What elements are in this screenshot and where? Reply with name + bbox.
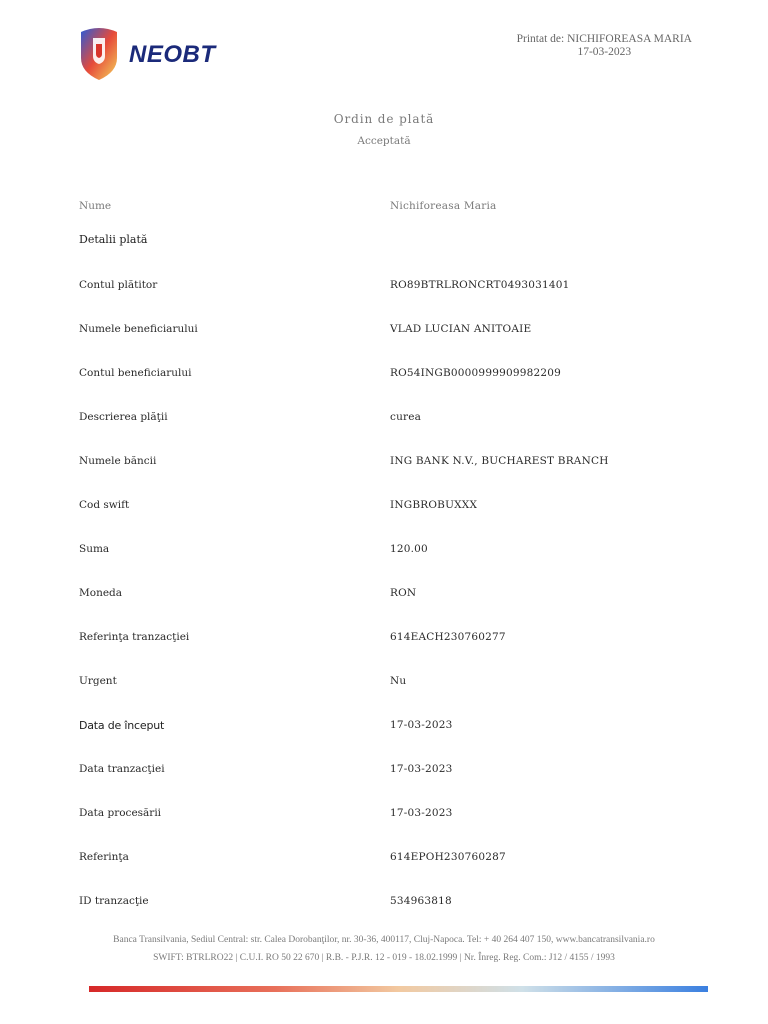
logo-wordmark: NEOBT [129,41,216,68]
row-value: RON [390,587,417,599]
row-label: Moneda [79,587,123,599]
printed-by-date: 17-03-2023 [577,46,632,58]
row-label: Suma [79,543,110,555]
row-value: 17-03-2023 [390,763,453,775]
row-value: curea [390,411,422,423]
row-transaction-reference [79,631,709,675]
row-label: Descrierea plăţii [79,411,168,423]
row-value: 614EPOH230760287 [390,851,506,863]
row-value: RO89BTRLRONCRT0493031401 [390,279,570,291]
row-urgent [79,675,709,719]
row-label: Nume [79,200,112,212]
row-value: 17-03-2023 [390,719,453,731]
printed-by-name: Printat de: NICHIFOREASA MARIA [516,33,692,45]
section-heading: Detalii plată [79,233,148,246]
row-value: INGBROBUXXX [390,499,478,511]
row-label: Data procesării [79,807,162,819]
payment-details [79,200,709,939]
neobt-logo [79,26,239,82]
row-label: Urgent [79,675,117,687]
row-transaction-date [79,763,709,807]
row-value: RO54INGB0000999909982209 [390,367,562,379]
row-beneficiary-name [79,323,709,367]
brand-color-stripe [89,986,708,992]
row-value: VLAD LUCIAN ANITOAIE [390,323,532,335]
row-currency [79,587,709,631]
row-beneficiary-account [79,367,709,411]
row-reference [79,851,709,895]
row-value: 614EACH230760277 [390,631,506,643]
row-value: ING BANK N.V., BUCHAREST BRANCH [390,455,609,467]
row-label: Data de început [79,719,165,732]
row-processing-date [79,807,709,851]
row-label: Referinţa tranzacţiei [79,631,190,643]
row-payer-account [79,279,709,323]
row-label: Cod swift [79,499,130,511]
document-title: Ordin de plată [333,112,435,126]
row-swift-code [79,499,709,543]
row-value: 120.00 [390,543,428,555]
row-label: Numele beneficiarului [79,323,198,335]
row-label: Data tranzacţiei [79,763,165,775]
row-label: Numele băncii [79,455,157,467]
section-payment-details [79,233,709,279]
row-bank-name [79,455,709,499]
footer-address: Banca Transilvania, Sediul Central: str. Calea Dorobanţilor, nr. 30-36, 400117, Cluj-Napoca. Tel: + 40 264 407 150, www.bancatransilvania.ro [113,935,655,945]
footer-registration: SWIFT: BTRLRO22 | C.U.I. RO 50 22 670 | R.B. - P.J.R. 12 - 019 - 18.02.1999 | Nr. Înreg. Reg. Com.: J12 / 4155 / 1993 [153,953,615,963]
row-transaction-id [79,895,709,939]
printed-by [517,33,692,59]
row-label: ID tranzacţie [79,895,149,907]
row-value: Nichiforeasa Maria [390,200,497,212]
row-amount [79,543,709,587]
row-label: Contul beneficiarului [79,367,192,379]
row-label: Contul plătitor [79,279,158,291]
document-status: Acceptată [357,135,411,147]
row-start-date [79,719,709,763]
row-value: Nu [390,675,407,687]
row-label: Referinţa [79,851,129,863]
row-payment-description [79,411,709,455]
row-value: 534963818 [390,895,452,907]
row-name [79,200,709,233]
row-value: 17-03-2023 [390,807,453,819]
